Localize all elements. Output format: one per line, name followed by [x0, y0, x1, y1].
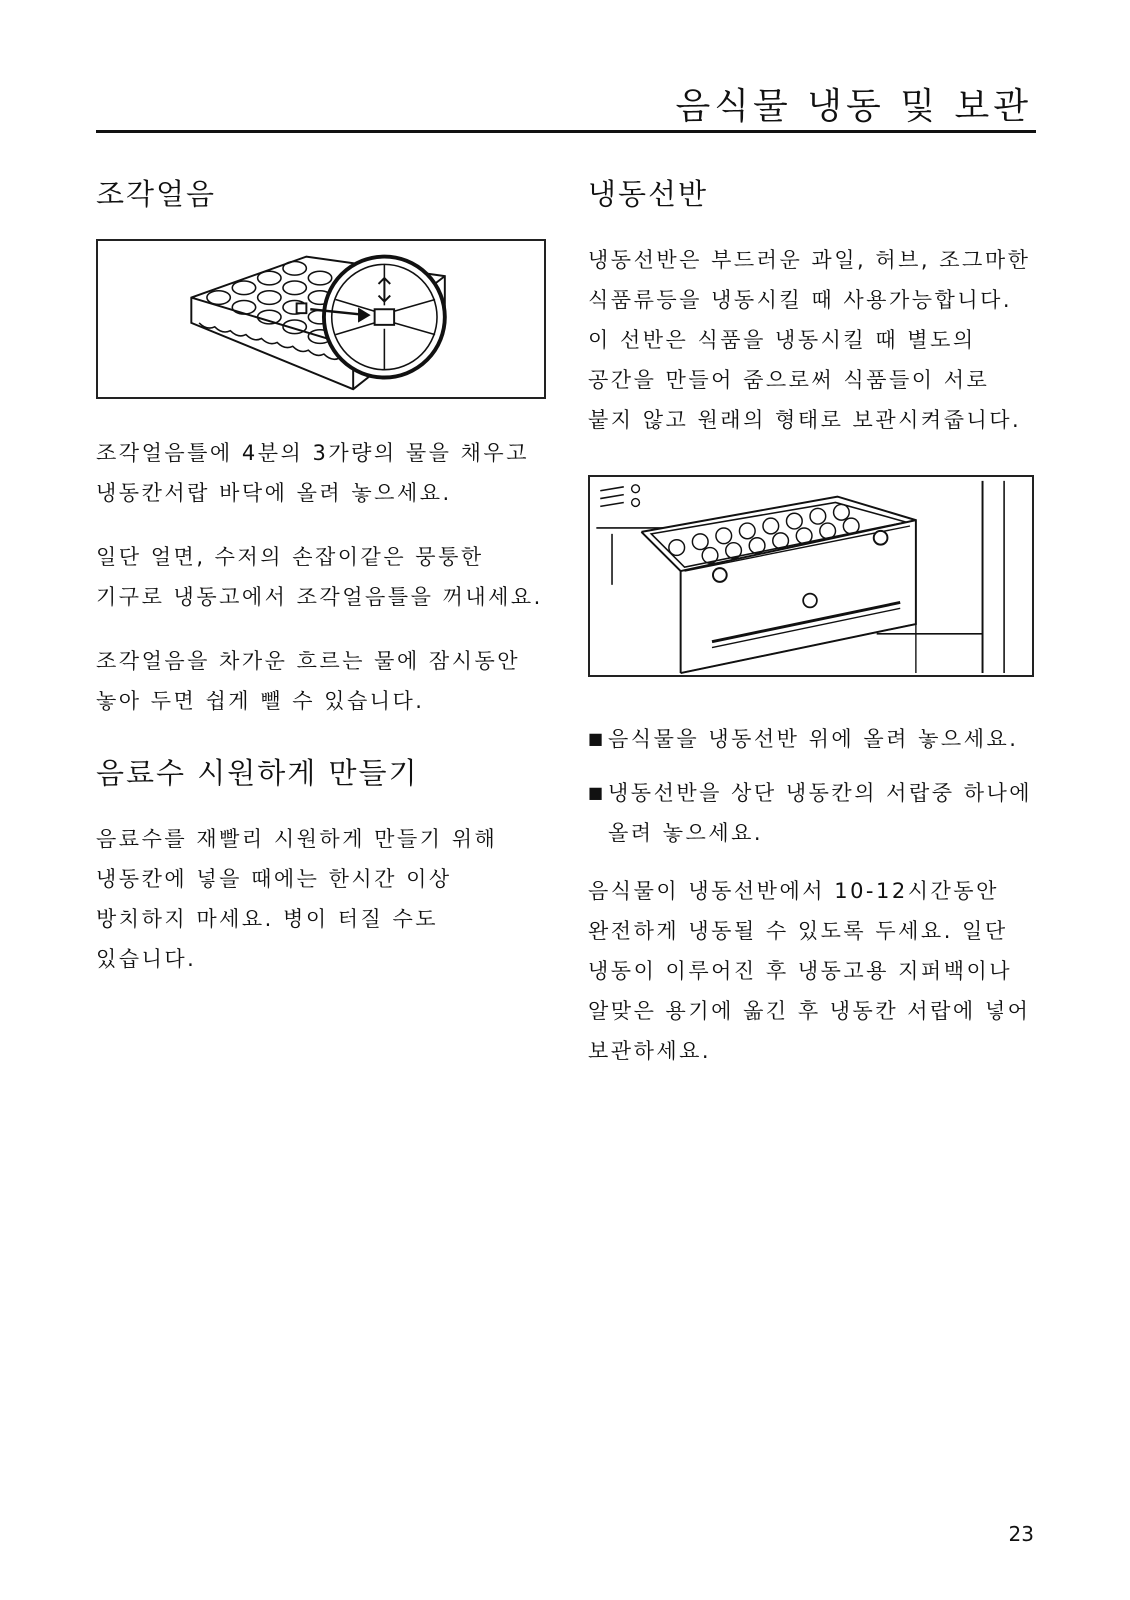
freezer-tray-bullet-2-text: 냉동선반을 상단 냉동칸의 서랍중 하나에 올려 놓으세요. [608, 781, 1033, 845]
right-column [588, 176, 1034, 1071]
ice-paragraph-1: 조각얼음틀에 4분의 3가량의 물을 채우고 냉동칸서랍 바닥에 올려 놓으세요. [96, 441, 529, 505]
left-column [96, 176, 546, 979]
freezer-tray-bullet-2 [588, 773, 1034, 853]
square-bullet-icon: ■ [588, 729, 606, 748]
freezer-tray-bullet-1 [588, 719, 1034, 759]
cool-drinks-paragraph: 음료수를 재빨리 시원하게 만들기 위해 냉동칸에 넣을 때에는 한시간 이상 방치하지 마세요. 병이 터질 수도 있습니다. [96, 827, 498, 971]
square-bullet-icon: ■ [588, 783, 606, 802]
ice-paragraph-3: 조각얼음을 차가운 흐르는 물에 잠시동안 놓아 두면 쉽게 뺄 수 있습니다. [96, 649, 521, 713]
page-title: 음식물 냉동 및 보관 [675, 86, 1032, 127]
cool-drinks-heading: 음료수 시원하게 만들기 [96, 756, 419, 790]
freezer-tray-paragraph-2: 음식물이 냉동선반에서 10-12시간동안 완전하게 냉동될 수 있도록 두세요. 일단 냉동이 이루어진 후 냉동고용 지퍼백이나 알맞은 용기에 옮긴 후 냉동칸 서랍에 넣어 보관하세요. [588, 879, 1031, 1063]
header-divider [96, 130, 1036, 133]
freezer-tray-paragraph-1: 냉동선반은 부드러운 과일, 허브, 조그마한 식품류등을 냉동시킬 때 사용가능합니다. 이 선반은 식품을 냉동시킬 때 별도의 공간을 만들어 줌으로써 식품들이 서로 붙지 않고 원래의 형태로 보관시켜줍니다. [588, 248, 1031, 432]
freezer-drawer-illustration [588, 475, 1034, 677]
page-number: 23 [1008, 1522, 1034, 1546]
freezer-tray-heading: 냉동선반 [588, 177, 709, 211]
freezer-tray-bullet-1-text: 음식물을 냉동선반 위에 올려 놓으세요. [608, 727, 1019, 751]
ice-tray-illustration [96, 239, 546, 399]
ice-cubes-heading: 조각얼음 [96, 177, 217, 211]
ice-paragraph-2: 일단 얼면, 수저의 손잡이같은 뭉퉁한 기구로 냉동고에서 조각얼음틀을 꺼내세요. [96, 545, 543, 609]
